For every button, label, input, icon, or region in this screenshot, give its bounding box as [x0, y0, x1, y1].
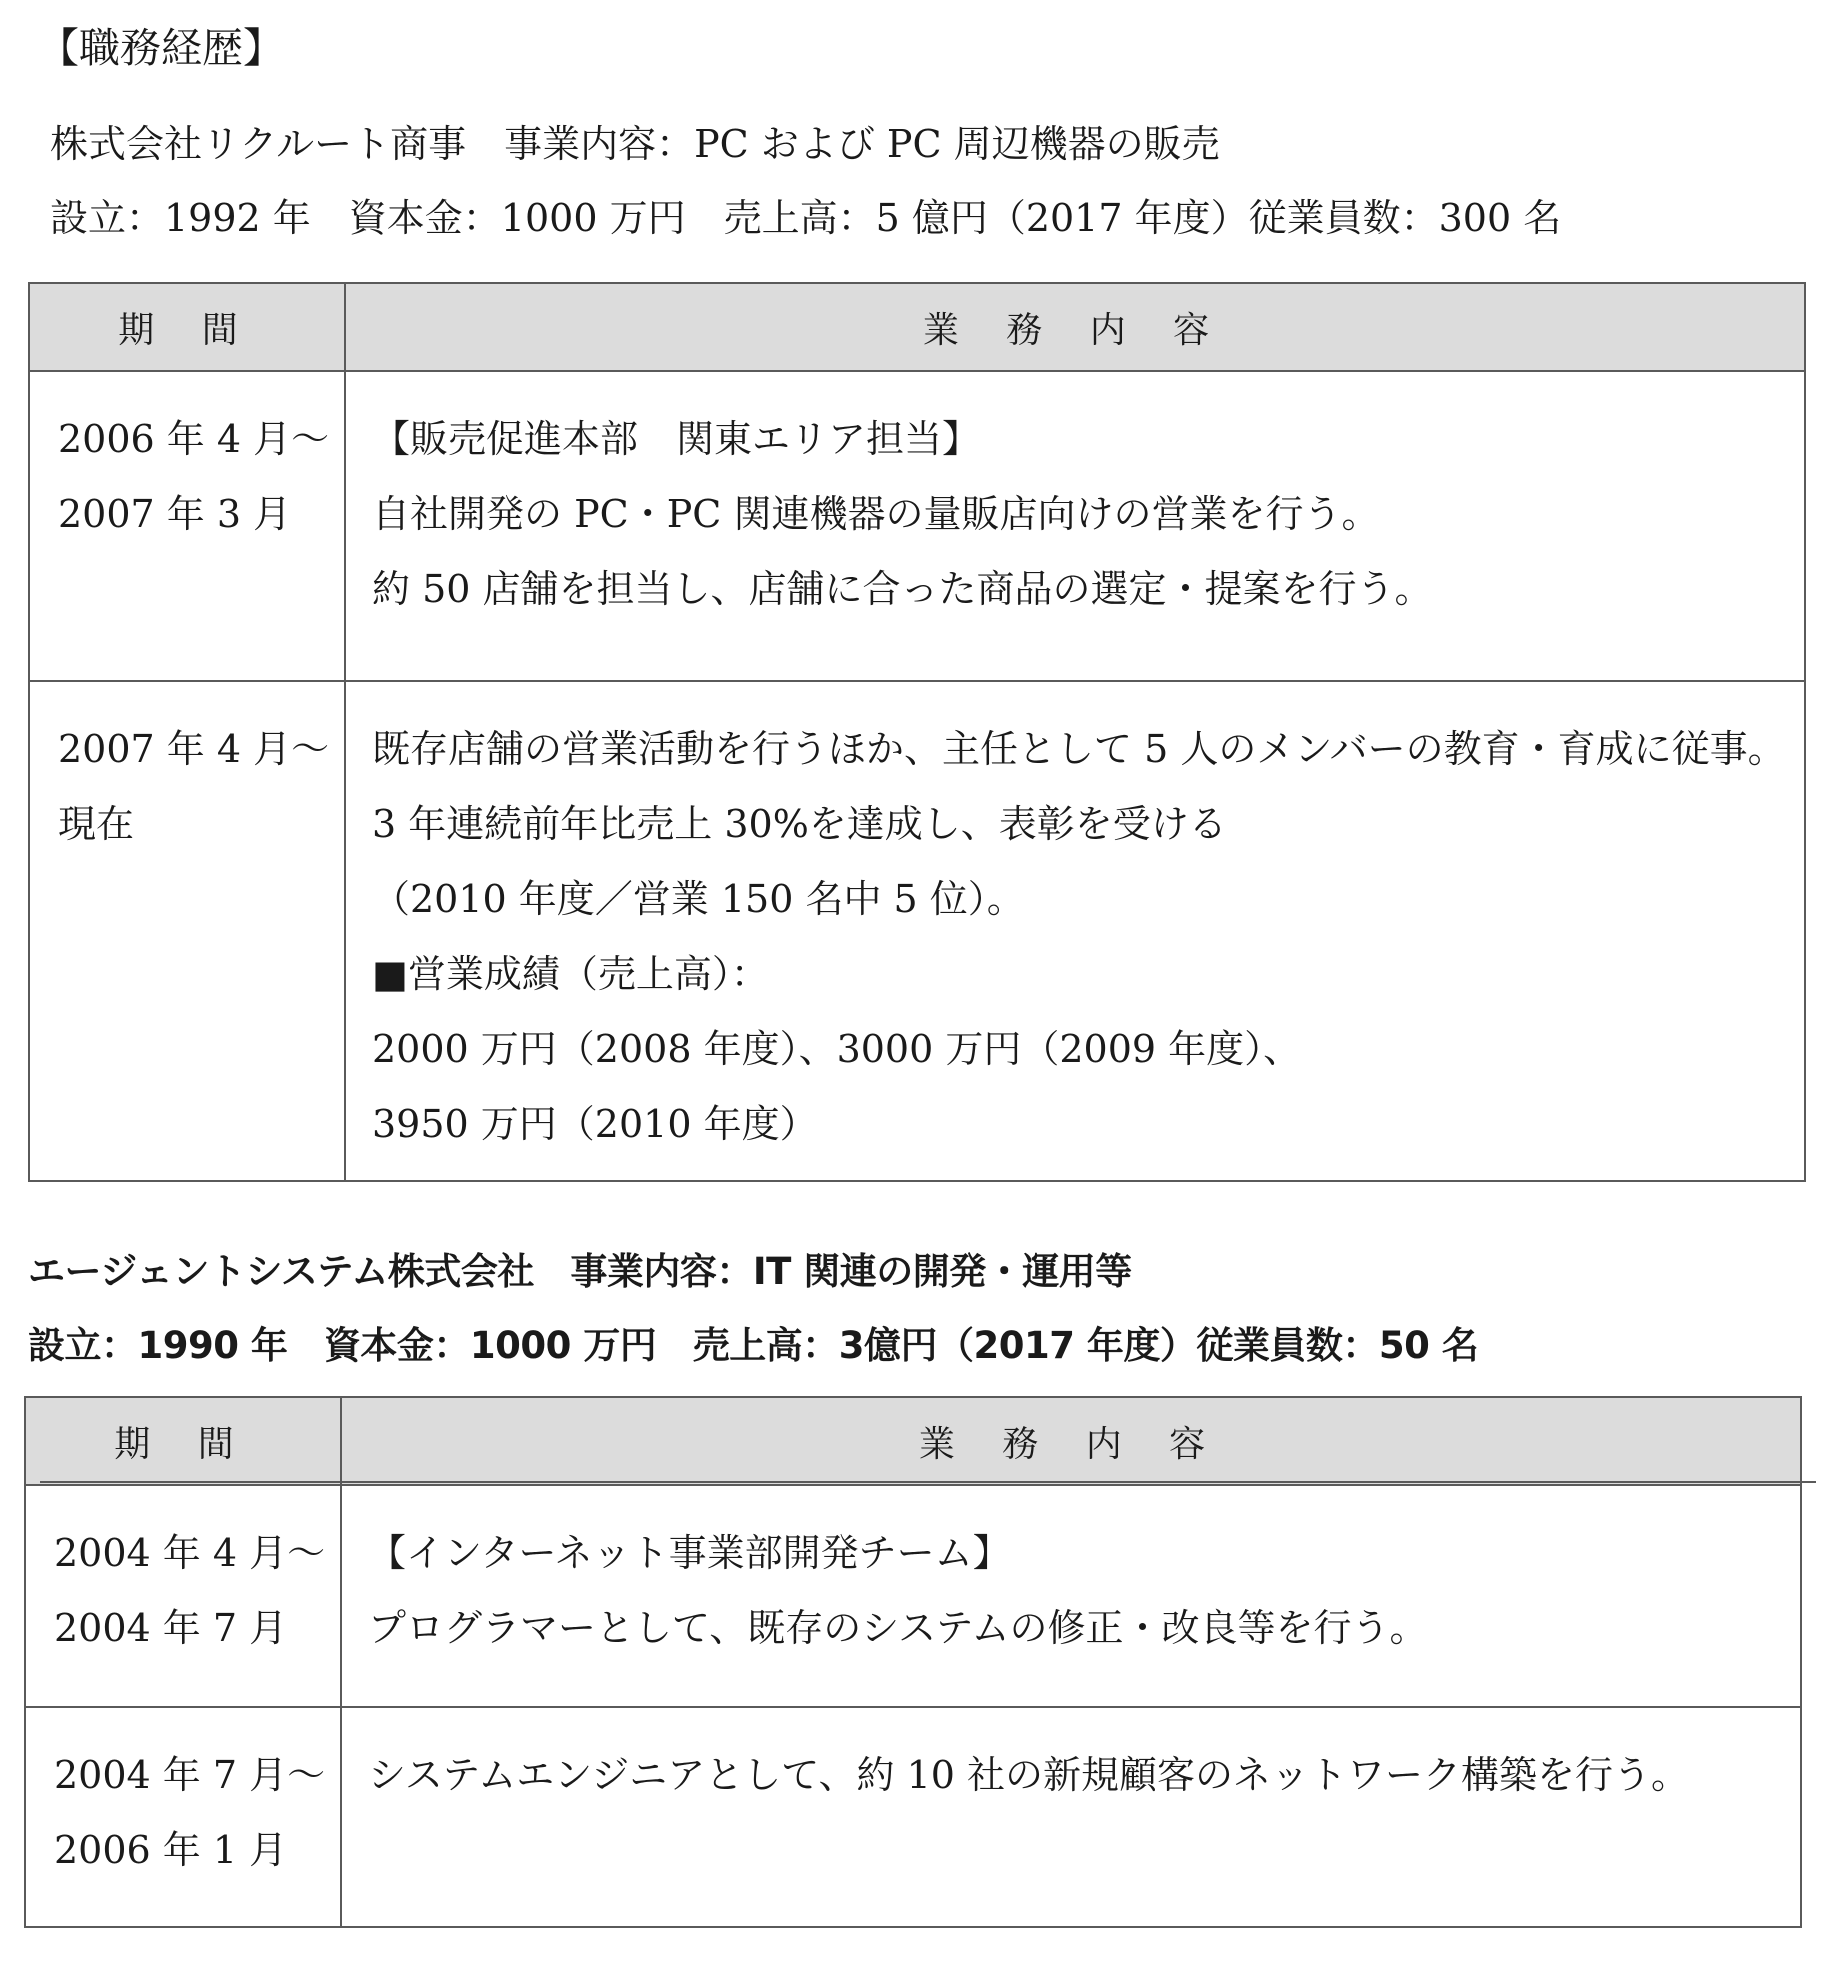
content-line: （2010 年度／営業 150 名中 5 位）。 [372, 877, 1025, 921]
header-content: 業 務 内 容 [341, 1397, 1801, 1485]
table-header-row [25, 1397, 1801, 1485]
company-2-business: エージェントシステム株式会社 事業内容：IT 関連の開発・運用等 [28, 1250, 1132, 1293]
period-end: 2006 年 1 月 [54, 1828, 288, 1872]
content-line: 3 年連続前年比売上 30%を達成し、表彰を受ける [372, 802, 1227, 846]
content-line: プログラマーとして、既存のシステムの修正・改良等を行う。 [368, 1606, 1428, 1650]
content-cell [345, 371, 1805, 681]
content-line: 約 50 店舗を担当し、店舗に合った商品の選定・提案を行う。 [372, 567, 1433, 611]
content-line: 既存店舗の営業活動を行うほか、主任として 5 人のメンバーの教育・育成に従事。 [372, 727, 1786, 771]
table-row [25, 1707, 1801, 1927]
period-cell [25, 1485, 341, 1707]
period-end: 2004 年 7 月 [54, 1606, 288, 1650]
period-cell [25, 1707, 341, 1927]
period-start: 2004 年 4 月〜 [54, 1531, 326, 1575]
divider [40, 1481, 1816, 1483]
content-line: 【販売促進本部 関東エリア担当】 [372, 417, 981, 461]
period-end: 現在 [58, 802, 135, 846]
page-heading: 【職務経歴】 [38, 24, 284, 72]
career-table-2 [24, 1396, 1802, 1928]
content-line: 2000 万円（2008 年度）、3000 万円（2009 年度）、 [372, 1027, 1302, 1071]
table-row [25, 1485, 1801, 1707]
career-table-1 [28, 282, 1806, 1182]
period-start: 2004 年 7 月〜 [54, 1753, 326, 1797]
header-period: 期 間 [29, 283, 345, 371]
period-start: 2007 年 4 月〜 [58, 727, 330, 771]
header-content: 業 務 内 容 [345, 283, 1805, 371]
period-end: 2007 年 3 月 [58, 492, 292, 536]
header-period: 期 間 [25, 1397, 341, 1485]
table-row [29, 371, 1805, 681]
period-cell [29, 371, 345, 681]
content-line: 3950 万円（2010 年度） [372, 1102, 818, 1146]
content-cell [345, 681, 1805, 1181]
period-cell [29, 681, 345, 1181]
company-1-business: 株式会社リクルート商事 事業内容：PC および PC 周辺機器の販売 [50, 122, 1220, 166]
content-line: 自社開発の PC・PC 関連機器の量販店向けの営業を行う。 [372, 492, 1380, 536]
content-line: システムエンジニアとして、約 10 社の新規顧客のネットワーク構築を行う。 [368, 1753, 1690, 1797]
content-cell [341, 1485, 1801, 1707]
table-row [29, 681, 1805, 1181]
company-1-details: 設立：1992 年 資本金：1000 万円 売上高：5 億円（2017 年度）従業員数：300 名 [50, 196, 1562, 240]
content-line: 【インターネット事業部開発チーム】 [368, 1531, 1011, 1575]
content-cell [341, 1707, 1801, 1927]
table-header-row [29, 283, 1805, 371]
company-2-details: 設立：1990 年 資本金：1000 万円 売上高：3億円（2017 年度）従業員数：50 名 [28, 1324, 1479, 1367]
period-start: 2006 年 4 月〜 [58, 417, 330, 461]
content-line: ■営業成績（売上高）： [372, 952, 769, 996]
